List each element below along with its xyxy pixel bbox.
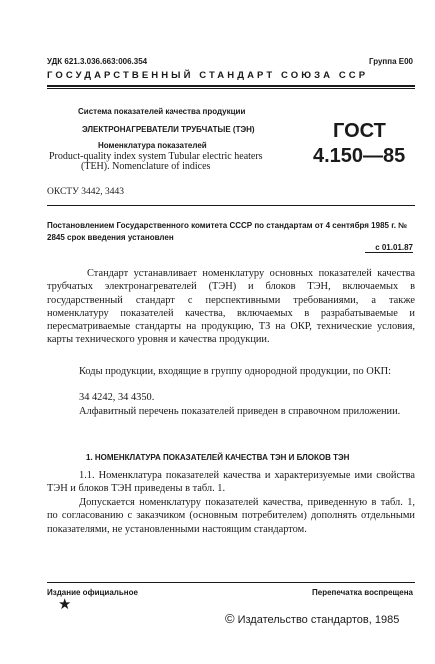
product-codes-values: 34 4242, 34 4350.	[79, 392, 155, 403]
section-divider	[47, 205, 415, 206]
copyright-line	[225, 611, 399, 626]
header-rule-thin	[47, 88, 415, 89]
reprint-prohibited-label: Перепечатка воспрещена	[312, 588, 413, 597]
english-title-line-1: Product-quality index system Tubular electric heaters	[49, 151, 263, 162]
star-icon: ★	[58, 597, 72, 613]
group-code: Группа Е00	[368, 57, 413, 66]
scope-paragraph: Стандарт устанавливает номенклатуру основных показателей качества трубчатых электронагревателей (ТЭН) и блоков ТЭН, включаемых в государственный стандарт с перспективными требованиями, а также номенклатуру показателей качества, включаемых в разрабатываемые и пересматриваемые стандарты на продукцию, ТЗ на ОКР, технические условия, карты технического уровня и качества продукции.	[47, 268, 415, 346]
product-codes-paragraph: Коды продукции, входящие в группу однородной продукции, по ОКП:	[79, 366, 392, 377]
decree-text: Постановлением Государственного комитета СССР по стандартам от 4 сентября 1985 г. № 2845 срок введения установлен	[47, 221, 408, 242]
gost-label: ГОСТ	[333, 120, 386, 142]
copyright-text: Издательство стандартов, 1985	[237, 614, 400, 626]
index-reference-paragraph: Алфавитный перечень показателей приведен в справочном приложении.	[79, 406, 401, 417]
english-title-line-2: (ТЕН). Nomenclature of indices	[81, 161, 211, 172]
header-rule-thick	[47, 85, 415, 87]
quality-system-title: Система показателей качества продукции	[78, 107, 246, 116]
official-edition-label: Издание официальное	[47, 588, 138, 597]
section-heading: 1. НОМЕНКЛАТУРА ПОКАЗАТЕЛЕЙ КАЧЕСТВА ТЭН И БЛОКОВ ТЭН	[86, 453, 350, 462]
clause-supplement-paragraph: Допускается номенклатуру показателей качества, приведенную в табл. 1, по согласованию с заказчиком (основным потребителем) дополнять отдельными показателями, не установленными настоящим стандартом.	[47, 497, 415, 535]
clause-1-1: 1.1. Номенклатура показателей качества и характеризуемые ими свойства ТЭН и блоков ТЭН приведены в табл. 1.	[47, 470, 415, 495]
effective-date-underline	[365, 252, 413, 253]
product-title: ЭЛЕКТРОНАГРЕВАТЕЛИ ТРУБЧАТЫЕ (ТЭН)	[82, 125, 255, 134]
footer-rule	[47, 582, 415, 583]
udk-code: УДК 621.3.036.663:006.354	[47, 57, 148, 66]
okstu-codes: ОКСТУ 3442, 3443	[47, 187, 124, 197]
copyright-icon: ©	[225, 611, 235, 626]
state-standard-banner: ГОСУДАРСТВЕННЫЙ СТАНДАРТ СОЮЗА ССР	[47, 70, 369, 81]
nomenclature-subtitle: Номенклатура показателей	[98, 141, 207, 150]
effective-date: с 01.01.87	[375, 243, 413, 252]
gost-number: 4.150—85	[313, 145, 406, 167]
